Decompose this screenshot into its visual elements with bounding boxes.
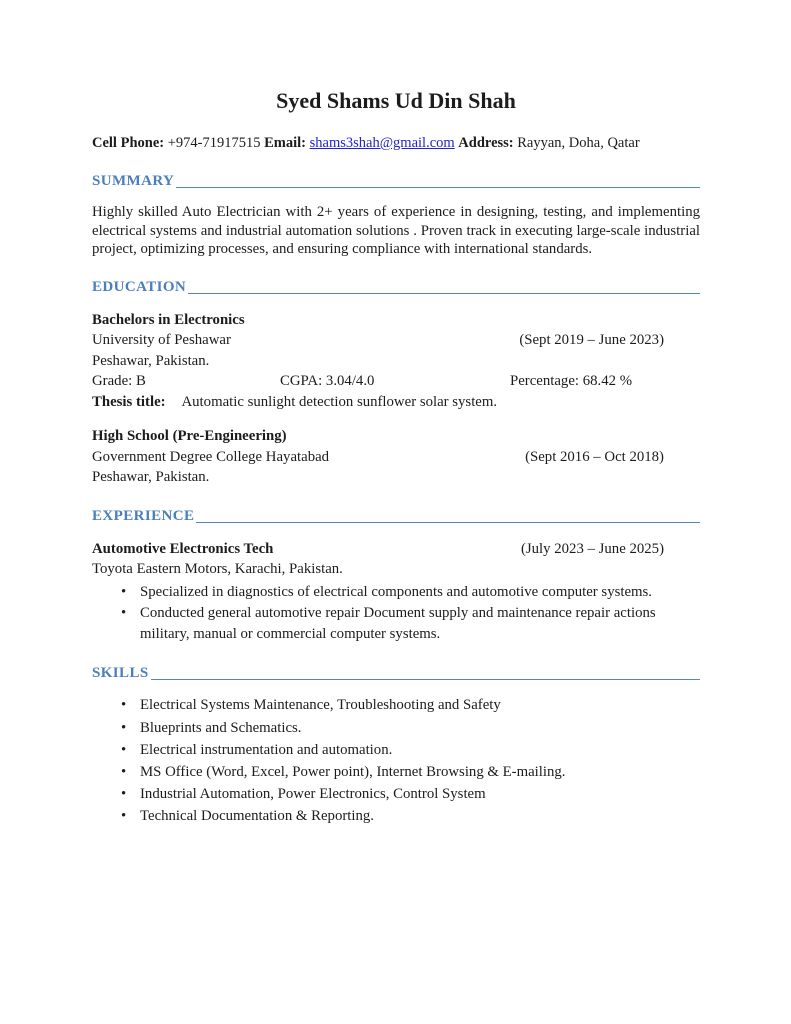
- skill-item: [92, 762, 700, 784]
- skills-heading-label: SKILLS: [92, 665, 149, 682]
- institution-location: Peshawar, Pakistan.: [92, 352, 210, 369]
- experience-bullet-item: [92, 603, 700, 645]
- thesis-label: Thesis title:: [92, 393, 166, 410]
- education-heading-label: EDUCATION: [92, 278, 187, 295]
- email-link[interactable]: shams3shah@gmail.com: [309, 135, 455, 151]
- skills-list: [92, 695, 700, 828]
- address-label: Address:: [458, 135, 514, 151]
- percentage-value: Percentage: 68.42 %: [510, 373, 633, 390]
- experience-bullet-text: Specialized in diagnostics of electrical components and automotive computer systems.: [140, 583, 652, 600]
- thesis-row: [92, 392, 700, 413]
- heading-rule: [176, 187, 700, 188]
- skill-text: MS Office (Word, Excel, Power point), Internet Browsing & E-mailing.: [140, 763, 566, 780]
- skill-text: Technical Documentation & Reporting.: [140, 808, 375, 825]
- bullet-icon: •: [121, 719, 127, 736]
- contact-line: [92, 134, 700, 153]
- bullet-icon: •: [121, 786, 127, 803]
- heading-rule: [196, 522, 700, 523]
- institution-name: Government Degree College Hayatabad: [92, 448, 330, 465]
- education-dates: (Sept 2019 – June 2023): [519, 332, 664, 349]
- heading-rule: [151, 679, 700, 680]
- degree-title: Bachelors in Electronics: [92, 311, 245, 328]
- summary-heading-label: SUMMARY: [92, 173, 175, 189]
- heading-rule: [188, 293, 700, 294]
- experience-bullet-text: Conducted general automotive repair Document supply and maintenance repair actions military, manual or commercial computer systems.: [140, 604, 656, 643]
- experience-heading-label: EXPERIENCE: [92, 507, 195, 524]
- skill-text: Blueprints and Schematics.: [140, 719, 302, 736]
- grade-row: [92, 371, 700, 392]
- skill-text: Electrical instrumentation and automation.: [140, 741, 393, 758]
- cgpa-value: CGPA: 3.04/4.0: [280, 373, 375, 390]
- experience-bullet-item: [92, 582, 700, 603]
- phone-value: +974-71917515: [167, 135, 261, 151]
- skill-text: Industrial Automation, Power Electronics, Control System: [140, 786, 486, 803]
- company-name: Toyota Eastern Motors, Karachi, Pakistan.: [92, 561, 343, 578]
- skill-item: [92, 806, 700, 828]
- institution-location: Peshawar, Pakistan.: [92, 469, 210, 486]
- skills-section-heading: [92, 664, 700, 682]
- institution-name: University of Peshawar: [92, 332, 231, 349]
- bullet-icon: •: [121, 808, 127, 825]
- education-entry-bachelors: [92, 310, 700, 413]
- page-title: Syed Shams Ud Din Shah: [276, 88, 516, 113]
- summary-paragraph: Highly skilled Auto Electrician with 2+ years of experience in designing, testing, and implementing electrical systems and industrial automation solutions . Proven track in executing large-scale industrial project, optimizing processes, and ensuring compliance with international standards.: [92, 204, 700, 258]
- bullet-icon: •: [121, 763, 127, 780]
- skill-item: [92, 784, 700, 806]
- education-section-heading: [92, 278, 700, 296]
- phone-label: Cell Phone:: [92, 135, 165, 151]
- job-dates: (July 2023 – June 2025): [520, 540, 664, 557]
- bullet-icon: •: [121, 583, 127, 600]
- education-dates: (Sept 2016 – Oct 2018): [525, 448, 664, 465]
- skill-item: [92, 695, 700, 717]
- skill-item: [92, 740, 700, 762]
- degree-title: High School (Pre-Engineering): [92, 428, 287, 445]
- experience-section-heading: [92, 507, 700, 525]
- grade-value: Grade: B: [92, 373, 146, 390]
- skill-text: Electrical Systems Maintenance, Troubleshooting and Safety: [140, 697, 501, 714]
- experience-bullet-list: [92, 582, 700, 646]
- summary-section-heading: [92, 172, 700, 190]
- job-title: Automotive Electronics Tech: [92, 540, 274, 557]
- thesis-title: Automatic sunlight detection sunflower solar system.: [181, 393, 498, 410]
- experience-entry: [92, 539, 700, 646]
- bullet-icon: •: [121, 741, 127, 758]
- education-entry-highschool: [92, 426, 700, 488]
- address-value: Rayyan, Doha, Qatar: [517, 135, 640, 151]
- bullet-icon: •: [121, 604, 127, 621]
- bullet-icon: •: [121, 697, 127, 714]
- email-label: Email:: [264, 135, 306, 151]
- skill-item: [92, 718, 700, 740]
